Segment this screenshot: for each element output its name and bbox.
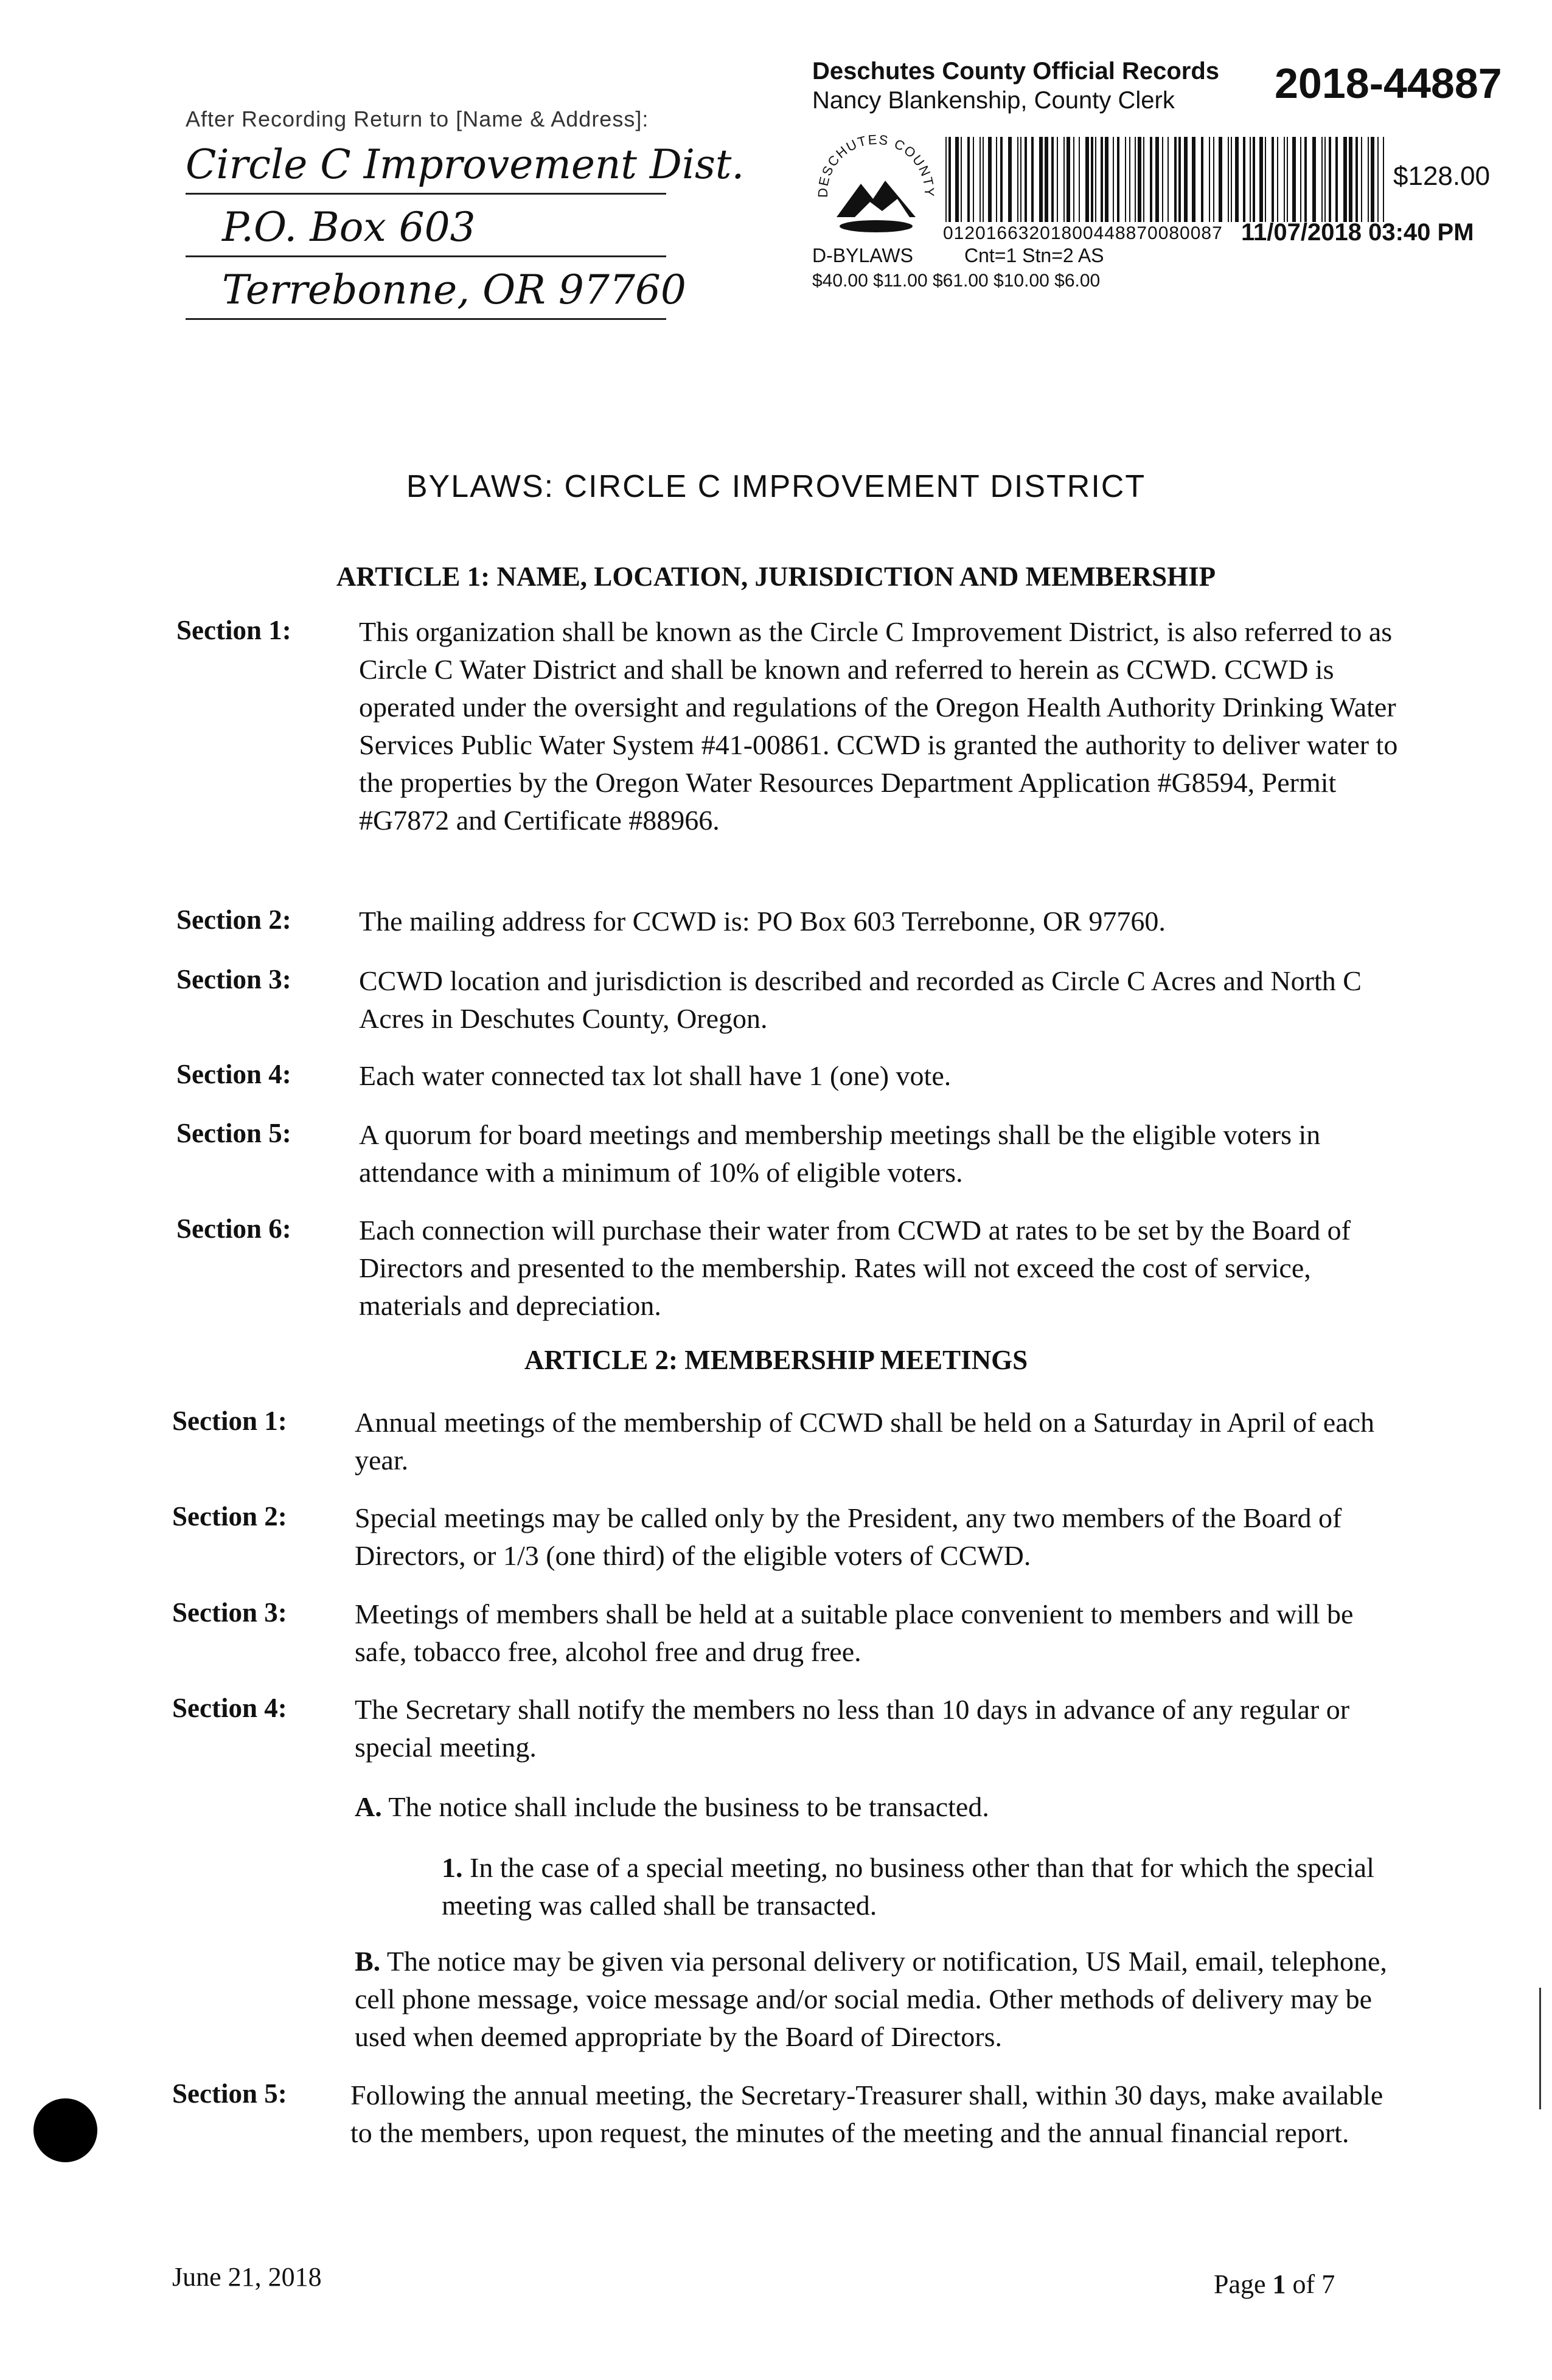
barcode-bar (1292, 137, 1296, 222)
item-text: The notice shall include the business to be transacted. (388, 1791, 989, 1822)
section-label: Section 5: (176, 1118, 291, 1148)
section-label: Section 3: (172, 1597, 287, 1628)
barcode-bar (1162, 137, 1163, 222)
barcode-bar (988, 137, 992, 222)
recording-stamp (812, 58, 1506, 313)
barcode-bar (1335, 137, 1338, 222)
barcode-bar (948, 137, 951, 222)
return-address-street: P.O. Box 603 (222, 204, 476, 251)
barcode-bar (1213, 137, 1214, 222)
section-text: CCWD location and jurisdiction is described and recorded as Circle C Acres and North C Acres in Deschutes County, Oregon. (359, 965, 1362, 1034)
barcode-bar (1017, 137, 1018, 222)
barcode-bar (1135, 137, 1136, 222)
item-marker: A. (355, 1791, 382, 1822)
barcode-bar (1091, 137, 1093, 222)
page-of: of (1292, 2269, 1315, 2299)
section-4-item-b (355, 1943, 1401, 2056)
section-label: Section 1: (176, 615, 291, 645)
barcode-bar (1174, 137, 1177, 222)
barcode-bar (1138, 137, 1141, 222)
barcode-bar (1235, 137, 1239, 222)
barcode-bar (1312, 137, 1316, 222)
barcode-bar (1113, 137, 1114, 222)
barcode-bar (1287, 137, 1288, 222)
section-text: A quorum for board meetings and membership meetings shall be the eligible voters in attendance with a minimum of 10% of eligible voters. (359, 1119, 1321, 1188)
section-text: Each connection will purchase their water from CCWD at rates to be set by the Board of Directors and presented to the membership. Rates will not exceed the cost of service, materials and depreciation. (359, 1215, 1351, 1321)
barcode-digits: 01201663201800448870080087 (943, 223, 1223, 243)
barcode-bar (1155, 137, 1159, 222)
item-marker: 1. (442, 1852, 463, 1883)
page-current: 1 (1272, 2269, 1286, 2299)
page-total: 7 (1321, 2269, 1335, 2299)
barcode-bar (1073, 137, 1074, 222)
return-address-city: Terrebonne, OR 97760 (222, 266, 686, 313)
barcode-bar (1265, 137, 1266, 222)
return-address-line-3 (186, 257, 686, 320)
barcode-bar (1125, 137, 1126, 222)
barcode-bar (1259, 137, 1263, 222)
scan-edge-mark (1539, 1988, 1541, 2109)
barcode-bar (1355, 137, 1358, 222)
barcode-bar (1085, 137, 1089, 222)
recording-fee: $128.00 (1393, 161, 1491, 191)
barcode-bar (1020, 137, 1021, 222)
barcode-bar (1250, 137, 1251, 222)
barcode-bar (1039, 137, 1043, 222)
recording-datetime: 11/07/2018 03:40 PM (1241, 219, 1474, 246)
barcode-bar (1219, 137, 1222, 222)
barcode-bar (1057, 137, 1058, 222)
fees-breakdown: $40.00 $11.00 $61.00 $10.00 $6.00 (812, 271, 1101, 291)
barcode-bar (983, 137, 984, 222)
barcode-bar (1167, 137, 1169, 222)
barcode-bar (1201, 137, 1203, 222)
section-4-item-a (355, 1788, 1401, 1826)
barcode-bar (1228, 137, 1229, 222)
barcode-bar (1117, 137, 1119, 222)
section-text: Following the annual meeting, the Secretary-Treasurer shall, within 30 days, make available to the members, upon request, the minutes of the meeting and the annual financial report. (350, 2080, 1383, 2148)
barcode-bar (1243, 137, 1245, 222)
records-office-title: Deschutes County Official Records (812, 58, 1220, 85)
barcode-bar (1324, 137, 1326, 222)
barcode-bar (1129, 137, 1130, 222)
barcode-bar (1284, 137, 1285, 222)
return-address-label: After Recording Return to [Name & Address]: (186, 106, 649, 131)
seal-text: DESCHUTES COUNTY (815, 131, 938, 198)
section-label: Section 1: (172, 1406, 287, 1436)
section-text: Meetings of members shall be held at a suitable place convenient to members and will be safe, tobacco free, alcohol free and drug free. (355, 1598, 1354, 1667)
return-address-line-1 (186, 132, 745, 195)
section-text: This organization shall be known as the Circle C Improvement District, is also referred to as Circle C Water District and shall be known and referred to herein as CCWD. CCWD is operated under the oversight and regulations of the Oregon Health Authority Drinking Water Services Public Water System #41-00861. CCWD is granted the authority to deliver water to the properties by the Oregon Water Resources Department Application #G8594, Permit #G7872 and Certificate #88966. (359, 616, 1398, 836)
section-label: Section 6: (176, 1213, 291, 1244)
section-4-item-a-1 (442, 1849, 1403, 1924)
barcode-graphic (943, 137, 1390, 222)
barcode-bar (1150, 137, 1152, 222)
article-2-heading: ARTICLE 2: MEMBERSHIP MEETINGS (524, 1345, 1028, 1375)
barcode-bar (1101, 137, 1103, 222)
return-address-block (186, 106, 745, 320)
item-text: In the case of a special meeting, no business other than that for which the special meeting was called shall be transacted. (442, 1852, 1374, 1921)
barcode-bar (1368, 137, 1369, 222)
barcode-bar (1192, 137, 1195, 222)
item-text: The notice may be given via personal delivery or notification, US Mail, email, telephone, cell phone message, voice message and/or social media. Other methods of delivery may be used when deemed appropriate by the Board of Directors. (355, 1946, 1387, 2052)
barcode-bar (961, 137, 962, 222)
barcode-bar (1253, 137, 1255, 222)
barcode-bar (1095, 137, 1096, 222)
item-marker: B. (355, 1946, 381, 1977)
section-label: Section 4: (176, 1059, 291, 1089)
document-type: D-BYLAWS (812, 245, 913, 266)
section-text: Each water connected tax lot shall have 1 (one) vote. (359, 1060, 952, 1091)
barcode-bar (1371, 137, 1374, 222)
barcode-bar (1178, 137, 1181, 222)
section-label: Section 4: (172, 1693, 287, 1723)
barcode-bar (1343, 137, 1347, 222)
barcode-bar (1349, 137, 1352, 222)
barcode-bar (1272, 137, 1274, 222)
hole-punch-mark (33, 2098, 97, 2162)
barcode-bar (1008, 137, 1012, 222)
return-address-line-2 (186, 195, 666, 257)
section-label: Section 2: (172, 1501, 287, 1532)
barcode-bar (1304, 137, 1307, 222)
section-label: Section 5: (172, 2078, 287, 2109)
return-address-name: Circle C Improvement Dist. (186, 141, 745, 188)
section-text: The mailing address for CCWD is: PO Box 603 Terrebonne, OR 97760. (359, 906, 1166, 937)
barcode-bar (1025, 137, 1027, 222)
section-label: Section 2: (176, 904, 291, 935)
barcode-bar (1045, 137, 1048, 222)
barcode-bar (1277, 137, 1278, 222)
document-title: BYLAWS: CIRCLE C IMPROVEMENT DISTRICT (406, 469, 1146, 504)
barcode-bar (1361, 137, 1362, 222)
barcode-bar (1231, 137, 1232, 222)
recording-number: 2018-44887 (1275, 60, 1502, 107)
barcode-bar (967, 137, 970, 222)
barcode-bar (1329, 137, 1331, 222)
barcode-bar (996, 137, 997, 222)
barcode-bar (973, 137, 974, 222)
article-1-heading: ARTICLE 1: NAME, LOCATION, JURISDICTION AND MEMBERSHIP (336, 561, 1216, 592)
county-seal-icon (812, 126, 940, 254)
barcode-bar (1063, 137, 1065, 222)
page-prefix: Page (1214, 2269, 1266, 2299)
barcode-bar (1000, 137, 1003, 222)
section-text: Special meetings may be called only by the President, any two members of the Board of Directors, or 1/3 (one third) of the eligible voters of CCWD. (355, 1502, 1342, 1571)
footer-date: June 21, 2018 (172, 2262, 322, 2292)
barcode-bar (1184, 137, 1188, 222)
barcode-bar (980, 137, 981, 222)
barcode-bar (1209, 137, 1210, 222)
barcode-bar (955, 137, 959, 222)
barcode-bar (1031, 137, 1034, 222)
section-text: Annual meetings of the membership of CCWD shall be held on a Saturday in April of each year. (355, 1407, 1375, 1476)
barcode-bar (1051, 137, 1054, 222)
barcode-bar (1105, 137, 1108, 222)
county-clerk: Nancy Blankenship, County Clerk (812, 87, 1175, 114)
svg-text:DESCHUTES COUNTY (815, 132, 937, 198)
footer-page-number (1214, 2269, 1335, 2300)
recording-counts: Cnt=1 Stn=2 AS (964, 245, 1104, 266)
barcode-bar (945, 137, 947, 222)
section-label: Section 3: (176, 964, 291, 994)
barcode-bar (1079, 137, 1080, 222)
barcode-bar (1067, 137, 1070, 222)
barcode-bar (1143, 137, 1144, 222)
barcode-bar (1383, 137, 1384, 222)
barcode-bar (1377, 137, 1379, 222)
barcode-bar (1300, 137, 1301, 222)
section-text: The Secretary shall notify the members no less than 10 days in advance of any regular or special meeting. (355, 1694, 1350, 1763)
barcode-bar (1321, 137, 1323, 222)
